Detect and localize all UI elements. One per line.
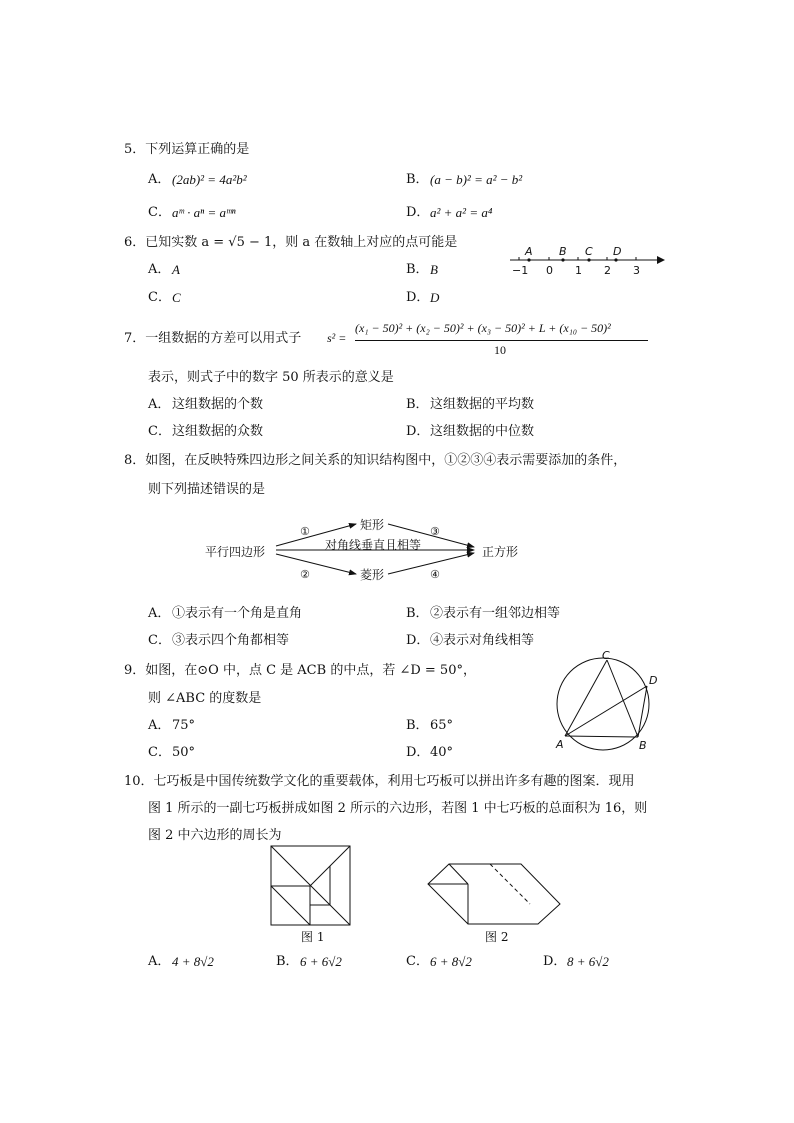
q8-option-c-label: C．: [148, 633, 171, 648]
q9-option-b-text: 65°: [430, 718, 454, 733]
q5-option-d-expr: a² + a² = a⁴: [430, 205, 493, 220]
diagram-node-parallelogram: 平行四边形: [205, 545, 266, 559]
hexagon-inner-line1: [449, 864, 468, 884]
q6-option-d-expr: D: [430, 290, 440, 305]
q10-option-a-label: A．: [148, 954, 171, 969]
q5-option-a-expr: (2ab)² = 4a²b²: [172, 172, 247, 187]
hexagon-dashed-line: [490, 864, 530, 904]
chord-cb: [607, 660, 638, 737]
q9-option-c-text: 50°: [172, 745, 196, 760]
q6-option-b-expr: B: [430, 262, 438, 277]
q6-option-a-expr: A: [172, 262, 180, 277]
q7-option-c-label: C．: [148, 424, 171, 439]
q10-option-d-label: D．: [543, 954, 567, 969]
q7-option-a-label: A．: [148, 397, 171, 412]
q10-tangram-figure-1: [270, 845, 352, 927]
arrow-parallelogram-to-rhombus: [276, 554, 356, 574]
q10-fig2-caption: 图 2: [485, 930, 509, 944]
diagram-condition-1: ①: [300, 525, 310, 538]
q10-option-b-expr: 6 + 6√2: [300, 954, 342, 969]
number-line-point-c: [587, 258, 590, 261]
q9-option-a-label: A．: [148, 718, 171, 733]
q5-option-a-label: A．: [148, 172, 171, 187]
number-line-tick-label-3: 3: [633, 264, 640, 277]
number-line-tick-label-1: 1: [575, 264, 582, 277]
q8-option-b-label: B．: [406, 606, 429, 621]
q6-option-b-label: B．: [406, 262, 429, 277]
number-line-tick-label-neg1: −1: [512, 264, 529, 277]
q8-option-d-label: D．: [406, 633, 430, 648]
q10-option-d-expr: 8 + 6√2: [567, 954, 609, 969]
q8-diagram: [200, 512, 530, 586]
q7-stem-after: 表示，则式子中的数字 50 所表示的意义是: [148, 370, 394, 385]
point-label-c: C: [602, 649, 610, 662]
q7-option-a-text: 这组数据的个数: [172, 397, 264, 412]
q9-option-d-label: D．: [406, 745, 430, 760]
q7-option-b-label: B．: [406, 397, 429, 412]
q6-option-c-expr: C: [172, 290, 181, 305]
number-line-tick-label-0: 0: [546, 264, 553, 277]
number-line-tick-label-2: 2: [604, 264, 611, 277]
diagram-node-square: 正方形: [482, 545, 519, 559]
q7-formula-denominator: 10: [494, 343, 506, 357]
q9-option-d-text: 40°: [430, 745, 454, 760]
q9-option-a-text: 75°: [172, 718, 196, 733]
diagram-middle-label: 对角线垂直且相等: [325, 538, 422, 552]
q8-option-a-label: A．: [148, 606, 171, 621]
diagram-condition-3: ③: [430, 525, 440, 538]
q9-stem-line1: 9．如图，在⊙O 中，点 C 是 ACB 的中点，若 ∠D = 50°，: [124, 663, 476, 678]
chord-ac: [565, 660, 607, 736]
q5-option-b-expr: (a − b)² = a² − b²: [430, 172, 523, 187]
number-line-label-a: A: [525, 245, 533, 258]
q8-option-a-text: ①表示有一个角是直角: [172, 606, 303, 621]
chord-db: [638, 686, 647, 737]
diagram-condition-2: ②: [300, 568, 310, 581]
number-line-point-b: [561, 258, 564, 261]
q8-option-d-text: ④表示对角线相等: [430, 633, 535, 648]
q10-hexagon-figure-2: [425, 862, 565, 926]
q7-formula-numerator: (x₁ − 50)² + (x₂ − 50)² + (x₃ − 50)² + L + (x₁₀ − 50)²: [355, 321, 611, 335]
q6-option-d-label: D．: [406, 290, 430, 305]
q10-stem-line2: 图 1 所示的一副七巧板拼成如图 2 所示的六边形，若图 1 中七巧板的总面积为 16，则: [148, 801, 648, 816]
q9-option-c-label: C．: [148, 745, 171, 760]
q5-option-c-label: C．: [148, 205, 171, 220]
chord-ab: [565, 736, 638, 737]
diagram-node-rectangle: 矩形: [360, 518, 385, 532]
q10-fig1-caption: 图 1: [301, 930, 325, 944]
number-line-arrow-icon: [657, 256, 665, 264]
q9-circle-figure: [550, 648, 660, 758]
q7-option-b-text: 这组数据的平均数: [430, 397, 535, 412]
point-label-d: D: [649, 674, 658, 687]
q10-option-a-expr: 4 + 8√2: [172, 954, 214, 969]
q10-stem-line1: 10．七巧板是中国传统数学文化的重要载体，利用七巧板可以拼出许多有趣的图案．现用: [124, 774, 635, 789]
q10-option-c-label: C．: [406, 954, 429, 969]
point-label-a: A: [556, 738, 564, 751]
q5-option-b-label: B．: [406, 172, 429, 187]
q5-stem: 5．下列运算正确的是: [124, 142, 250, 157]
q10-option-b-label: B．: [276, 954, 299, 969]
q10-option-c-expr: 6 + 8√2: [430, 954, 472, 969]
q5-option-d-label: D．: [406, 205, 430, 220]
q8-option-b-text: ②表示有一组邻边相等: [430, 606, 561, 621]
number-line-label-c: C: [585, 245, 593, 258]
q7-option-d-text: 这组数据的中位数: [430, 424, 535, 439]
q8-stem-line2: 则下列描述错误的是: [148, 482, 266, 497]
q8-option-c-text: ③表示四个角都相等: [172, 633, 290, 648]
q5-option-c-expr: aᵐ · aⁿ = aᵐⁿ: [172, 205, 236, 220]
q6-option-a-label: A．: [148, 262, 171, 277]
hexagon-outline: [428, 864, 560, 924]
q6-option-c-label: C．: [148, 290, 171, 305]
number-line-point-a: [527, 258, 530, 261]
q10-stem-line3: 图 2 中六边形的周长为: [148, 828, 282, 843]
q9-option-b-label: B．: [406, 718, 429, 733]
q6-number-line: [505, 240, 670, 280]
tangram-line-diag3: [271, 886, 310, 925]
number-line-label-d: D: [613, 245, 622, 258]
diagram-condition-4: ④: [430, 568, 440, 581]
number-line-label-b: B: [559, 245, 567, 258]
point-label-b: B: [639, 739, 647, 752]
q7-stem-before: 7．一组数据的方差可以用式子: [124, 331, 302, 346]
q7-option-c-text: 这组数据的众数: [172, 424, 264, 439]
q7-option-d-label: D．: [406, 424, 430, 439]
q7-fraction-bar: [355, 340, 648, 341]
number-line-point-d: [614, 258, 617, 261]
q6-stem: 6．已知实数 a = √5 − 1，则 a 在数轴上对应的点可能是: [124, 235, 458, 250]
q9-stem-line2: 则 ∠ABC 的度数是: [148, 691, 262, 706]
q8-stem-line1: 8．如图，在反映特殊四边形之间关系的知识结构图中，①②③④表示需要添加的条件，: [124, 453, 627, 468]
diagram-node-rhombus: 菱形: [360, 568, 385, 582]
q7-formula-lhs: s² =: [327, 331, 347, 345]
